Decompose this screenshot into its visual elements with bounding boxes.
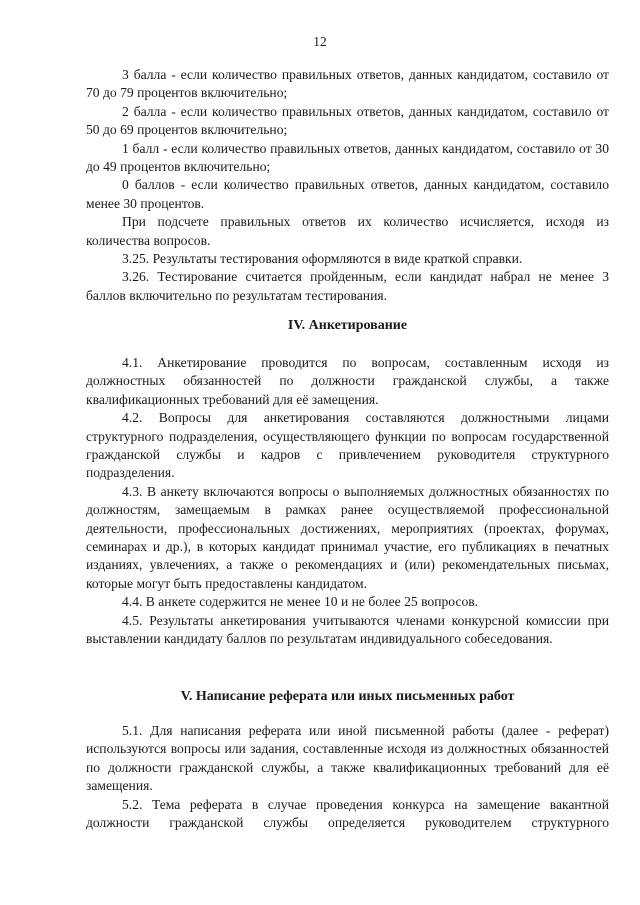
paragraph-4-2: 4.2. Вопросы для анкетирования составляются должностными лицами структурного подразделения, осуществляющего функции по вопросам государственной гражданской службы и кадров с привлечением руководителя структурного подразделения. xyxy=(86,410,609,481)
page-number: 12 xyxy=(313,34,327,49)
paragraph-0-points: 0 баллов - если количество правильных ответов, данных кандидатом, составило менее 30 процентов. xyxy=(86,177,609,211)
section-4-body xyxy=(86,354,609,649)
paragraph-3-points: 3 балла - если количество правильных ответов, данных кандидатом, составило от 70 до 79 процентов включительно; xyxy=(86,67,609,101)
paragraph-4-4: 4.4. В анкете содержится не менее 10 и не более 25 вопросов. xyxy=(122,594,479,610)
paragraph-5-2: 5.2. Тема реферата в случае проведения конкурса на замещение вакантной должности гражданской службы определяется руководителем структурного xyxy=(86,796,609,831)
paragraph-3-25: 3.25. Результаты тестирования оформляются в виде краткой справки. xyxy=(122,251,523,267)
paragraph-4-1: 4.1. Анкетирование проводится по вопросам, составленным исходя из должностных обязанностей по должности гражданской службы, а также квалификационных требований для её замещения. xyxy=(86,355,609,407)
paragraph-4-3: 4.3. В анкету включаются вопросы о выполняемых должностных обязанностях по должностям, замещаемым в рамках ранее осуществляемой профессиональной деятельности, профессиональных достижениях, мероприятиях (проектах, форумах, семинарах и др.), в которых кандидат принимал участие, его публикациях в печатных изданиях, увлечениях, а также о рекомендациях и (или) рекомендательных письмах, которые могут быть предоставлены кандидатом. xyxy=(86,483,609,591)
paragraph-5-1: 5.1. Для написания реферата или иной письменной работы (далее - реферат) используются вопросы или задания, составленные исходя из должностных обязанностей по должности гражданской службы, а также квалификационных требований для её замещения. xyxy=(86,723,609,794)
paragraph-3-26: 3.26. Тестирование считается пройденным, если кандидат набрал не менее 3 баллов включительно по результатам тестирования. xyxy=(86,269,609,303)
section-4-heading: IV. Анкетирование xyxy=(287,318,408,333)
paragraph-counting-rule: При подсчете правильных ответов их количество исчисляется, исходя из количества вопросов. xyxy=(86,214,609,248)
paragraph-2-points: 2 балла - если количество правильных ответов, данных кандидатом, составило от 50 до 69 процентов включительно; xyxy=(86,103,609,138)
paragraph-4-5: 4.5. Результаты анкетирования учитываются членами конкурсной комиссии при выставлении кандидату баллов по результатам индивидуального собеседования. xyxy=(86,612,609,647)
scoring-paragraphs xyxy=(86,66,609,305)
paragraph-1-point: 1 балл - если количество правильных ответов, данных кандидатом, составило от 30 до 49 процентов включительно; xyxy=(86,140,609,175)
section-5-heading: V. Написание реферата или иных письменных работ xyxy=(180,689,515,704)
section-5-body xyxy=(86,722,609,832)
